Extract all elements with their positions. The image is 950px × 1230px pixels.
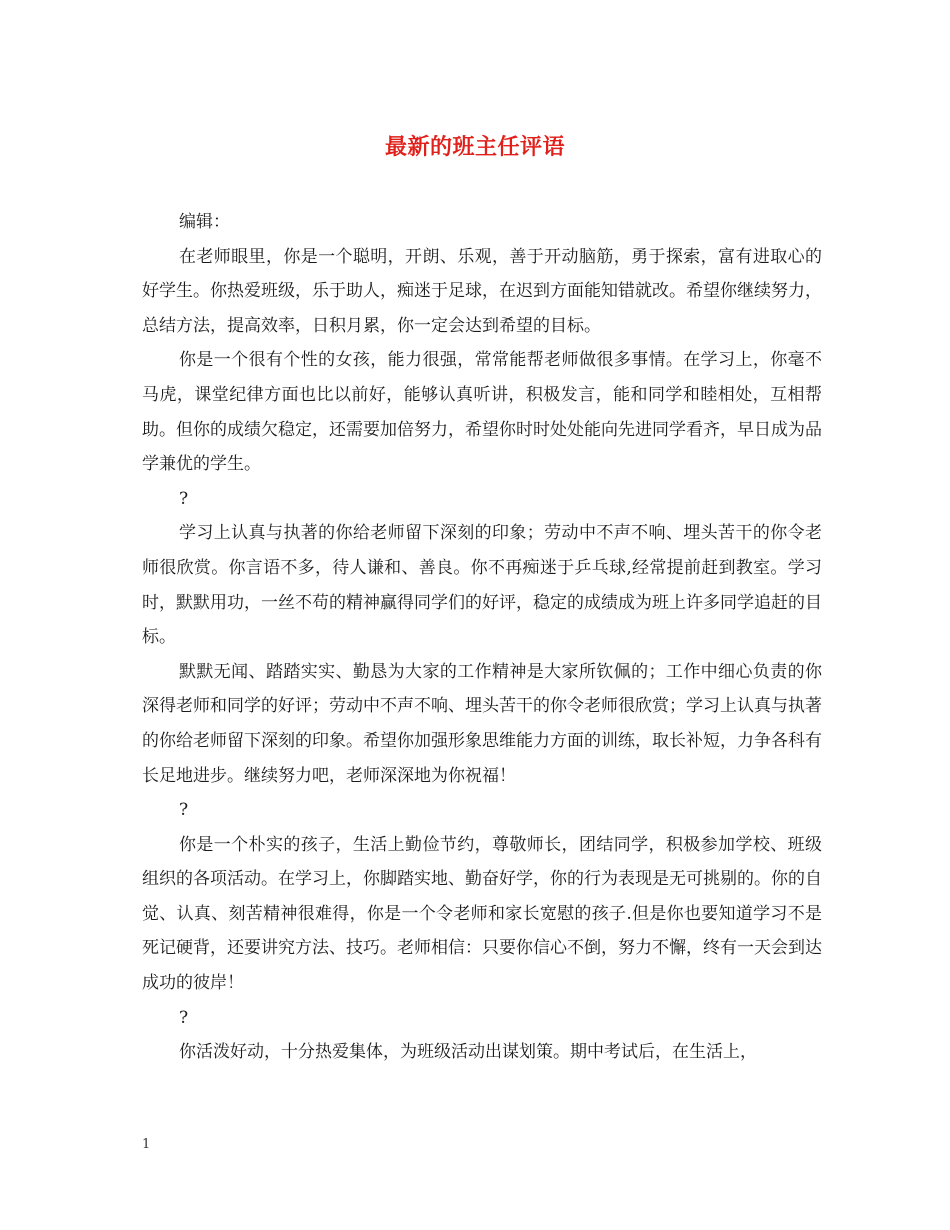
comment-paragraph: 在老师眼里，你是一个聪明，开朗、乐观，善于开动脑筋，勇于探索，富有进取心的好学生。你热爱班级，乐于助人，痴迷于足球，在迟到方面能知错就改。希望你继续努力，总结方法，提高效率，日积月累，你一定会达到希望的目标。 xyxy=(142,246,822,336)
document-body xyxy=(142,205,822,1070)
page-number: 1 xyxy=(142,1137,151,1152)
comment-paragraph: 学习上认真与执著的你给老师留下深刻的印象；劳动中不声不响、埋头苦干的你令老师很欣赏。你言语不多，待人谦和、善良。你不再痴迷于乒乓球,经常提前赶到教室。学习时，默默用功，一丝不苟的精神赢得同学们的好评，稳定的成绩成为班上许多同学追赶的目标。 xyxy=(142,523,822,648)
editor-label: 编辑： xyxy=(179,212,230,232)
separator-mark: ? xyxy=(179,800,189,821)
comment-paragraph: 你活泼好动，十分热爱集体，为班级活动出谋划策。期中考试后，在生活上， xyxy=(179,1042,757,1063)
document-title: 最新的班主任评语 xyxy=(384,134,565,160)
comment-paragraph: 默默无闻、踏踏实实、勤恳为大家的工作精神是大家所钦佩的；工作中细心负责的你深得老师和同学的好评；劳动中不声不响、埋头苦干的你令老师很欣赏；学习上认真与执著的你给老师留下深刻的印象。希望你加强形象思维能力方面的训练，取长补短，力争各科有长足地进步。继续努力吧，老师深深地为你祝福！ xyxy=(142,661,822,786)
separator-mark: ? xyxy=(179,488,189,509)
comment-paragraph: 你是一个朴实的孩子，生活上勤俭节约，尊敬师长，团结同学，积极参加学校、班级组织的各项活动。在学习上，你脚踏实地、勤奋好学，你的行为表现是无可挑剔的。你的自觉、认真、刻苦精神很难得，你是一个令老师和家长宽慰的孩子.但是你也要知道学习不是死记硬背，还要讲究方法、技巧。老师相信：只要你信心不倒，努力不懈，终有一天会到达成功的彼岸！ xyxy=(142,834,822,994)
separator-mark: ? xyxy=(179,1007,189,1028)
comment-paragraph: 你是一个很有个性的女孩，能力很强，常常能帮老师做很多事情。在学习上，你毫不马虎，课堂纪律方面也比以前好，能够认真听讲，积极发言，能和同学和睦相处，互相帮助。但你的成绩欠稳定，还需要加倍努力，希望你时时处处能向先进同学看齐，早日成为品学兼优的学生。 xyxy=(142,350,822,475)
